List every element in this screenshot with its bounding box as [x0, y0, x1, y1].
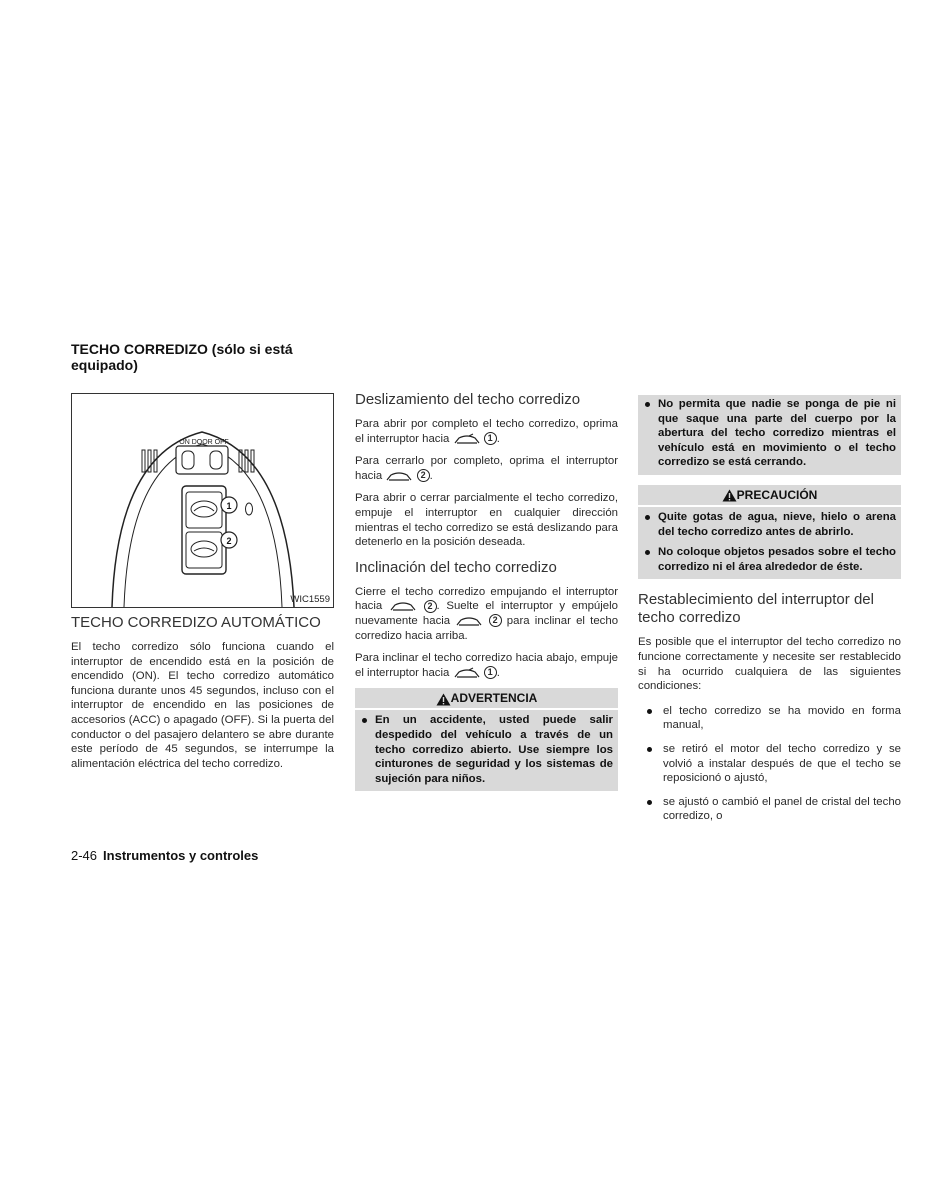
- chapter-title: Instrumentos y controles: [103, 848, 259, 863]
- column-1: [71, 614, 334, 771]
- column-3: [638, 395, 901, 833]
- callout-ref: 1: [484, 666, 497, 679]
- list-item: se retiró el motor del techo corredizo y se volvió a instalar después de que el techo se reposicionó o ajustó,: [638, 742, 901, 786]
- heading-automatic-sunroof: TECHO CORREDIZO AUTOMÁTICO: [71, 614, 321, 631]
- overhead-console-illustration: [72, 394, 333, 607]
- warning-continued-box: [638, 395, 901, 475]
- page-number: 2-46: [71, 848, 98, 863]
- callout-ref: 1: [484, 432, 497, 445]
- paragraph-open-fully: Para abrir por completo el techo corredizo, oprima el interruptor hacia 1 .: [355, 418, 618, 445]
- caution-icon: [722, 489, 737, 502]
- heading-reset: Restablecimiento del interruptor del techo corredizo: [638, 591, 874, 627]
- caution-item: No coloque objetos pesados sobre el techo corredizo ni el área alrededor de éste.: [643, 545, 896, 574]
- list-item: el techo corredizo se ha movido en forma manual,: [638, 704, 901, 733]
- sunroof-close-icon: [389, 600, 417, 612]
- list-item: se ajustó o cambió el panel de cristal del techo corredizo, o: [638, 795, 901, 824]
- warning-icon: [436, 693, 451, 706]
- callout-ref: 2: [424, 600, 437, 613]
- switch-text: ON DOOR OFF: [179, 439, 229, 446]
- paragraph-tilt-up: Cierre el techo corredizo empujando el interruptor hacia 2 . Suelte el interruptor y empújelo nuevamente hacia 2 para inclinar el techo corredizo hacia arriba.: [355, 585, 619, 642]
- caution-box: [638, 485, 901, 579]
- reset-conditions-list: [638, 704, 901, 824]
- callout-ref: 2: [417, 469, 430, 482]
- caution-item: Quite gotas de agua, nieve, hielo o arena del techo corredizo antes de abrirlo.: [643, 510, 896, 539]
- heading-sliding: Deslizamiento del techo corredizo: [355, 391, 581, 408]
- sunroof-open-icon: [453, 667, 481, 679]
- page-footer: [71, 848, 258, 863]
- sunroof-slide-close-icon: [385, 470, 413, 482]
- heading-tilt: Inclinación del techo corredizo: [355, 558, 557, 576]
- sunroof-switch-figure: [71, 393, 334, 608]
- section-title: TECHO CORREDIZO (sólo si está equipado): [71, 341, 293, 373]
- figure-label: WIC1559: [290, 594, 330, 605]
- callout-ref: 2: [489, 614, 502, 627]
- lamp-switch-icon: [176, 446, 228, 474]
- paragraph-reset: Es posible que el interruptor del techo corredizo no funcione correctamente y necesite ser restablecido si ha ocurrido cualquiera de las siguientes condiciones:: [638, 636, 901, 693]
- warning-item: No permita que nadie se ponga de pie ni que saque una parte del cuerpo por la abertura del techo corredizo mientras el vehículo está en movimiento o el techo corredizo se está cerrando.: [643, 397, 896, 470]
- callout-2: 2: [226, 536, 232, 546]
- warning-header: ADVERTENCIA: [355, 688, 618, 710]
- warning-item: En un accidente, usted puede salir despedido del vehículo a través de un techo corredizo abierto. Use siempre los cinturones de seguridad y los sistemas de sujeción para niños.: [360, 713, 613, 786]
- paragraph-tilt-down: Para inclinar el techo corredizo hacia abajo, empuje el interruptor hacia 1 .: [355, 652, 618, 679]
- paragraph-close-fully: Para cerrarlo por completo, oprima el interruptor hacia 2 .: [355, 455, 618, 482]
- sunroof-slide-open-icon: [453, 433, 481, 445]
- caution-header: PRECAUCIÓN: [638, 485, 901, 507]
- column-2: [355, 391, 618, 791]
- warning-box: [355, 688, 618, 791]
- paragraph-partial: Para abrir o cerrar parcialmente el techo corredizo, empuje el interruptor en cualquier dirección mientras el techo corredizo se está deslizando para detenerlo en la posición deseada.: [355, 492, 618, 549]
- paragraph-automatic-sunroof: El techo corredizo sólo funciona cuando el interruptor de encendido está en la posición de encendido (ON). El techo corredizo automático funciona durante unos 45 segundos, incluso con el interruptor de encendido en las posiciones de accesorios (ACC) o apagado (OFF). Si la puerta del conductor o del pasajero delantero se abre durante este período de 45 segundos, se interrumpe la alimentación eléctrica del techo corredizo.: [71, 641, 334, 770]
- sunroof-close-icon: [455, 615, 483, 627]
- callout-1: 1: [226, 501, 232, 511]
